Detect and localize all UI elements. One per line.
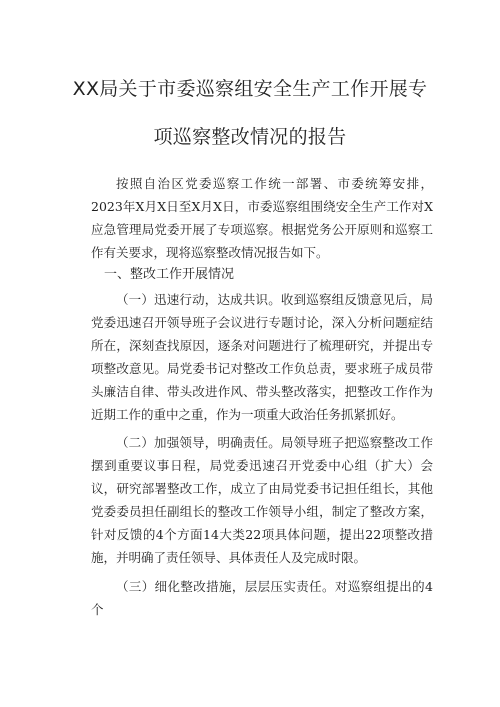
paragraph-3: （三）细化整改措施，层层压实责任。对巡察组提出的4个 <box>91 579 433 617</box>
section-heading-1: 一、整改工作开展情况 <box>104 267 235 282</box>
paragraph-1: （一）迅速行动，达成共识。收到巡察组反馈意见后，局党委迅速召开领导班子会议进行专题讨论，深入分析问题症结所在，深刻查找原因，逐条对问题进行了梳理研究，并提出专项整改意见。局党委书记对整改工作负总责，要求班子成员带头廉洁自律、带头改进作风、带头整改落实，把整改工作作为近期工作的重中之重，作为一项重大政治任务抓紧抓好。 <box>91 292 433 422</box>
intro-paragraph: 按照自治区党委巡察工作统一部署、市委统筹安排，2023年X月X日至X月X日，市委巡察组围绕安全生产工作对X应急管理局党委开展了专项巡察。根据党务公开原则和巡察工作有关要求，现将巡察整改情况报告如下。 <box>91 176 433 260</box>
paragraph-2: （二）加强领导，明确责任。局领导班子把巡察整改工作摆到重要议事日程，局党委迅速召开党委中心组（扩大）会议，研究部署整改工作，成立了由局党委书记担任组长，其他党委委员担任副组长的整改工作领导小组，制定了整改方案，针对反馈的4个方面14大类22项具体问题，提出22项整改措施，并明确了责任领导、具体责任人及完成时限。 <box>91 435 433 565</box>
document-title-line-2: 项巡察整改情况的报告 <box>153 126 347 148</box>
document-title-line-1: XX局关于市委巡察组安全生产工作开展专 <box>72 78 428 100</box>
